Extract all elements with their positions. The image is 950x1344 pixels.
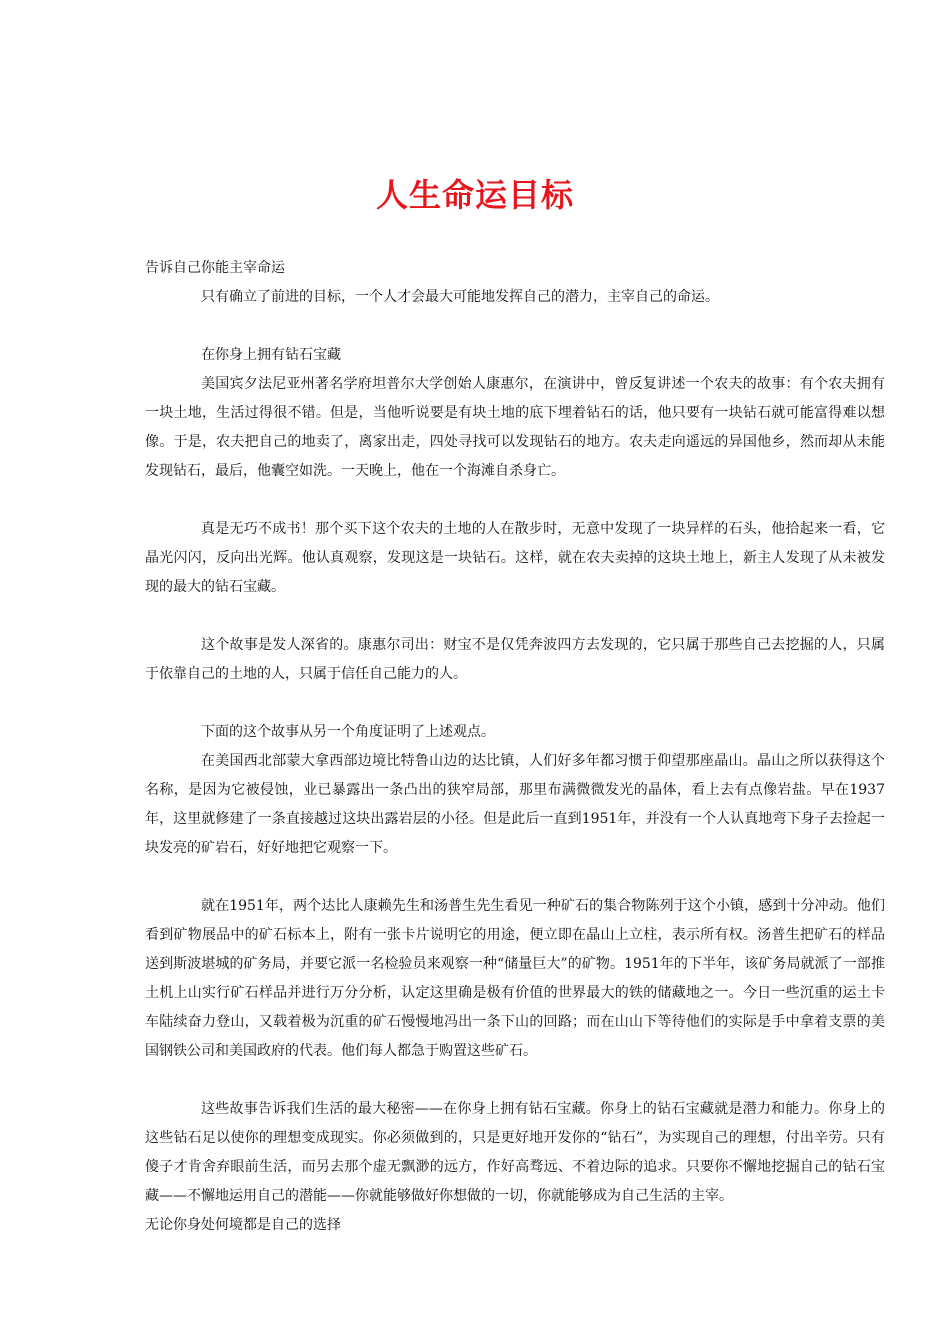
paragraph: 这个故事是发人深省的。康惠尔司出：财宝不是仅凭奔波四方去发现的，它只属于那些自己去挖掘的人，只属于依靠自己的土地的人，只属于信任自己能力的人。 <box>145 637 885 682</box>
paragraph: 下面的这个故事从另一个角度证明了上述观点。 <box>201 724 495 740</box>
section-heading: 告诉自己你能主宰命运 <box>145 260 285 276</box>
paragraph: 这些故事告诉我们生活的最大秘密——在你身上拥有钻石宝藏。你身上的钻石宝藏就是潜力和能力。你身上的这些钻石足以使你的理想变成现实。你必须做到的，只是更好地开发你的“钻石”，为实现自己的理想，付出辛劳。只有傻子才肯舍弃眼前生活，而另去那个虚无飘渺的远方，作好高骛远、不着边际的追求。只要你不懈地挖掘自己的钻石宝藏——不懈地运用自己的潜能——你就能够做好你想做的一切，你就能够成为自己生活的主宰。 <box>145 1101 885 1204</box>
paragraph-gap <box>145 1066 885 1095</box>
paragraph-gap <box>145 863 885 892</box>
document-title: 人生命运目标 <box>375 176 574 214</box>
paragraph-gap <box>145 602 885 631</box>
paragraph: 只有确立了前进的目标，一个人才会最大可能地发挥自己的潜力，主宰自己的命运。 <box>201 289 719 305</box>
section-heading: 无论你身处何境都是自己的选择 <box>145 1217 341 1233</box>
paragraph-gap <box>145 486 885 515</box>
paragraph: 美国宾夕法尼亚州著名学府坦普尔大学创始人康惠尔，在演讲中，曾反复讲述一个农夫的故事：有个农夫拥有一块土地，生活过得很不错。但是，当他听说要是有块土地的底下埋着钻石的话，他只要有一块钻石就可能富得难以想像。于是，农夫把自己的地卖了，离家出走，四处寻找可以发现钻石的地方。农夫走向遥远的异国他乡，然而却从未能发现钻石，最后，他囊空如洗。一天晚上，他在一个海滩自杀身亡。 <box>145 376 885 479</box>
paragraph-gap <box>145 689 885 718</box>
paragraph: 在美国西北部蒙大拿西部边境比特鲁山边的达比镇，人们好多年都习惯于仰望那座晶山。晶山之所以获得这个名称，是因为它被侵蚀，业已暴露出一条凸出的狭窄局部，那里布满微微发光的晶体，看上去有点像岩盐。早在1937年，这里就修建了一条直接越过这块出露岩层的小径。但是此后一直到1951年，并没有一个人认真地弯下身子去捡起一块发亮的矿岩石，好好地把它观察一下。 <box>145 753 885 856</box>
paragraph: 就在1951年，两个达比人康赖先生和汤普生先生看见一种矿石的集合物陈列于这个小镇，感到十分冲动。他们看到矿物展品中的矿石标本上，附有一张卡片说明它的用途，便立即在晶山上立柱，表示所有权。汤普生把矿石的样品送到斯波堪城的矿务局，并要它派一名检验员来观察一种“储量巨大”的矿物。1951年的下半年，该矿务局就派了一部推土机上山实行矿石样品并进行万分分析，认定这里确是极有价值的世界最大的铁的储藏地之一。今日一些沉重的运土卡车陆续奋力登山，又载着极为沉重的矿石慢慢地冯出一条下山的回路；而在山山下等待他们的实际是手中拿着支票的美国钢铁公司和美国政府的代表。他们每人都急于购置这些矿石。 <box>145 898 885 1059</box>
paragraph: 真是无巧不成书！那个买下这个农夫的土地的人在散步时，无意中发现了一块异样的石头，他拾起来一看，它晶光闪闪，反向出光辉。他认真观察，发现这是一块钻石。这样，就在农夫卖掉的这块土地上，新主人发现了从未被发现的最大的钻石宝藏。 <box>145 521 885 595</box>
section-heading: 在你身上拥有钻石宝藏 <box>201 347 341 363</box>
paragraph-gap <box>145 312 885 341</box>
document-body <box>145 254 885 1240</box>
